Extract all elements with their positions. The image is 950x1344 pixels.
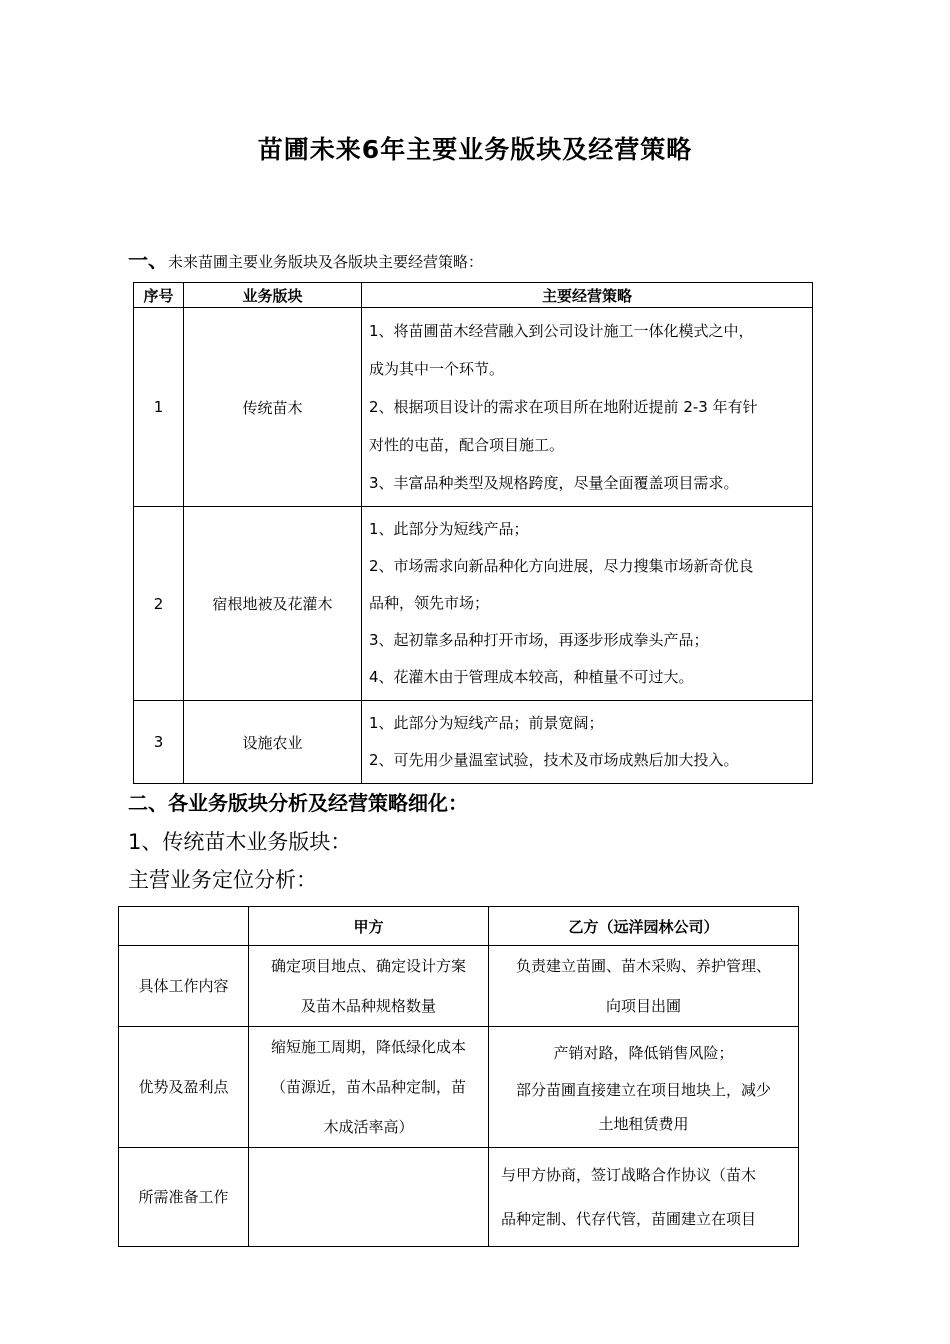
table-row [119, 1148, 799, 1247]
strategy-line: 2、市场需求向新品种化方向进展，尽力搜集市场新奇优良 [369, 557, 754, 575]
cell-line: 品种定制、代存代管，苗圃建立在项目 [501, 1210, 757, 1228]
section-2-heading: 二、各业务版块分析及经营策略细化： [128, 791, 468, 815]
strategy-line: 成为其中一个环节。 [369, 360, 505, 378]
cell-line: 与甲方协商，签订战略合作协议（苗木 [501, 1166, 757, 1184]
subsection-heading: 主营业务定位分析： [128, 868, 317, 892]
column-header-party-a: 甲方 [249, 907, 489, 946]
row-segment: 设施农业 [184, 701, 362, 784]
column-header-segment: 业务版块 [184, 283, 362, 308]
strategy-line: 4、花灌木由于管理成本较高，种植量不可过大。 [369, 668, 694, 686]
party-a-cell [249, 1148, 489, 1247]
strategy-line: 对性的屯苗，配合项目施工。 [369, 436, 565, 454]
section-1-heading [128, 244, 483, 273]
strategy-line: 3、丰富品种类型及规格跨度，尽量全面覆盖项目需求。 [369, 474, 739, 492]
section-1-number: 一、 [128, 248, 168, 272]
party-b-cell [489, 1027, 799, 1148]
table-row [134, 507, 813, 701]
cell-line: 及苗木品种规格数量 [300, 997, 436, 1015]
cell-line: 向项目出圃 [605, 997, 681, 1015]
table-row [134, 308, 813, 507]
row-number: 2 [134, 507, 184, 701]
positioning-table [118, 906, 799, 1247]
cell-line: 缩短施工周期，降低绿化成本 [270, 1038, 466, 1056]
party-b-cell [489, 946, 799, 1027]
cell-line: 土地租赁费用 [598, 1115, 689, 1133]
column-header-no: 序号 [134, 283, 184, 308]
row-label: 优势及盈利点 [119, 1027, 249, 1148]
cell-line: （苗源近，苗木品种定制，苗 [270, 1078, 466, 1096]
cell-line: 木成活率高） [323, 1118, 414, 1136]
row-number: 1 [134, 308, 184, 507]
row-segment: 宿根地被及花灌木 [184, 507, 362, 701]
strategy-line: 2、可先用少量温室试验，技术及市场成熟后加大投入。 [369, 751, 739, 769]
subsection-heading: 1、传统苗木业务版块： [128, 830, 352, 854]
section-1-heading-text: 未来苗圃主要业务版块及各版块主要经营策略： [168, 253, 484, 271]
cell-line: 确定项目地点、确定设计方案 [270, 957, 466, 975]
strategy-line: 2、根据项目设计的需求在项目所在地附近提前 2-3 年有针 [369, 398, 758, 416]
document-title: 苗圃未来6年主要业务版块及经营策略 [257, 135, 693, 164]
cell-line: 部分苗圃直接建立在项目地块上，减少 [515, 1081, 771, 1099]
row-strategy [362, 701, 813, 784]
row-strategy [362, 507, 813, 701]
strategy-line: 1、将苗圃苗木经营融入到公司设计施工一体化模式之中， [369, 322, 754, 340]
cell-line: 产销对路，降低销售风险； [553, 1044, 734, 1062]
row-label: 所需准备工作 [119, 1148, 249, 1247]
party-b-cell [489, 1148, 799, 1247]
column-header-blank [119, 907, 249, 946]
table-row [119, 1027, 799, 1148]
row-number: 3 [134, 701, 184, 784]
strategy-line: 1、此部分为短线产品； [369, 520, 529, 538]
row-segment: 传统苗木 [184, 308, 362, 507]
table-header-row [134, 283, 813, 308]
strategy-line: 3、起初靠多品种打开市场，再逐步形成拳头产品； [369, 631, 709, 649]
party-a-cell [249, 946, 489, 1027]
strategy-table [133, 282, 813, 784]
strategy-line: 1、此部分为短线产品；前景宽阔； [369, 714, 604, 732]
table-row [119, 946, 799, 1027]
row-strategy [362, 308, 813, 507]
party-a-cell [249, 1027, 489, 1148]
row-label: 具体工作内容 [119, 946, 249, 1027]
strategy-line: 品种，领先市场； [369, 594, 490, 612]
cell-line: 负责建立苗圃、苗木采购、养护管理、 [515, 957, 771, 975]
table-row [134, 701, 813, 784]
column-header-party-b: 乙方（远洋园林公司） [489, 907, 799, 946]
table-header-row [119, 907, 799, 946]
column-header-strategy: 主要经营策略 [362, 283, 813, 308]
